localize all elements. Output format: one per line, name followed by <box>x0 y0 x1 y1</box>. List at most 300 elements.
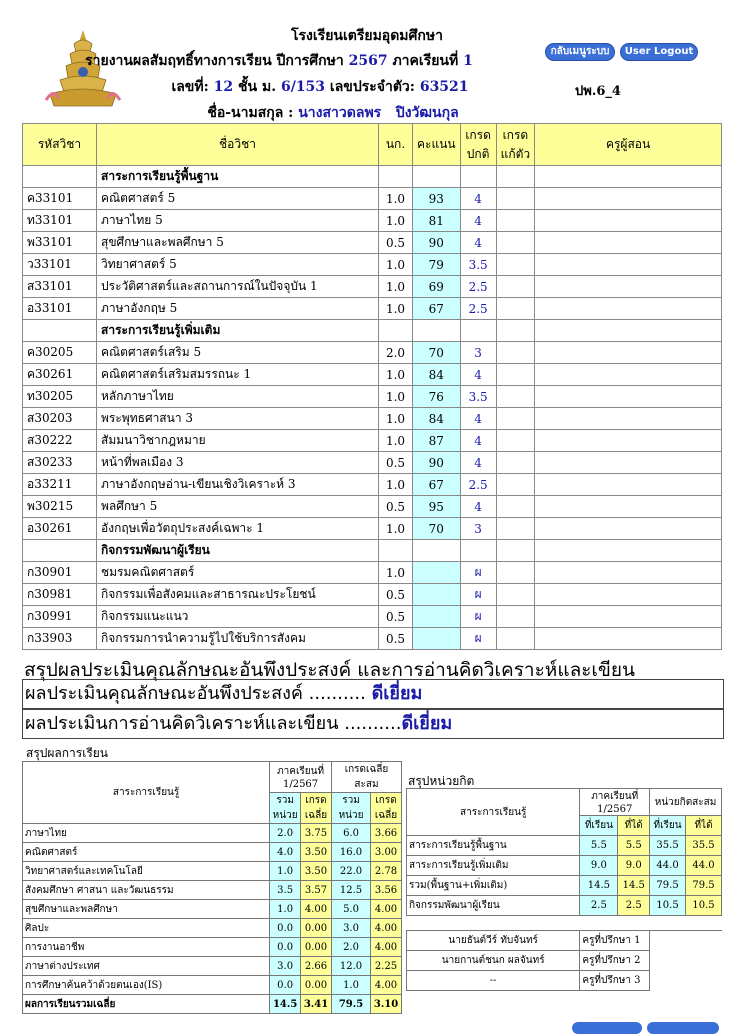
summary-term-grade: 0.00 <box>301 938 332 957</box>
summary-term-units: 2.0 <box>270 824 301 843</box>
units-area: สาระการเรียนรู้เพิ่มเติม <box>407 856 580 876</box>
course-code: ส33101 <box>23 276 97 298</box>
course-score: 90 <box>413 232 461 254</box>
course-row <box>23 628 722 650</box>
col-credit-header: นก. <box>379 124 413 166</box>
course-score: 67 <box>413 474 461 496</box>
col-code-header: รหัสวิชา <box>23 124 97 166</box>
course-credit: 1.0 <box>379 210 413 232</box>
reading-result: ผลประเมินการอ่านคิดวิเคราะห์และเขียน ..........ดีเยี่ยม <box>22 709 724 739</box>
course-row <box>23 210 722 232</box>
summary-cum-grade: 3.00 <box>371 843 402 862</box>
course-name: พลศึกษา 5 <box>97 496 379 518</box>
summary-term-grade: 0.00 <box>301 919 332 938</box>
course-score: 67 <box>413 298 461 320</box>
course-teacher <box>535 188 722 210</box>
course-row <box>23 298 722 320</box>
summary-row <box>23 900 402 919</box>
course-credit: 0.5 <box>379 606 413 628</box>
summary-cum-units: 22.0 <box>331 862 370 881</box>
units-cum-header: หน่วยกิตสะสม <box>650 789 722 816</box>
summary-row <box>23 976 402 995</box>
summary-cum-grade: 2.25 <box>371 957 402 976</box>
course-grade: 2.5 <box>460 276 496 298</box>
units-area: กิจกรรมพัฒนาผู้เรียน <box>407 896 580 916</box>
course-teacher <box>535 408 722 430</box>
units-term-got: 14.5 <box>618 876 650 896</box>
course-grade: ผ <box>460 628 496 650</box>
units-body <box>407 836 722 991</box>
advisor-name: -- <box>407 971 580 991</box>
units-cum-got: 10.5 <box>686 896 722 916</box>
course-score: 84 <box>413 364 461 386</box>
units-header-row <box>407 789 722 816</box>
summary-area: คณิตศาสตร์ <box>23 843 270 862</box>
footer-button-right[interactable] <box>647 1022 719 1034</box>
course-score: 95 <box>413 496 461 518</box>
summary-term-grade: 3.57 <box>301 881 332 900</box>
course-row <box>23 518 722 540</box>
logout-button[interactable]: User Logout <box>620 43 698 61</box>
advisor-role: ครูที่ปรึกษา 1 <box>580 931 650 951</box>
course-teacher <box>535 606 722 628</box>
course-teacher <box>535 276 722 298</box>
course-code: พ30215 <box>23 496 97 518</box>
course-code: ท30205 <box>23 386 97 408</box>
summary-cum-grade: 4.00 <box>371 938 402 957</box>
summary-area: การงานอาชีพ <box>23 938 270 957</box>
form-code: ปพ.6_4 <box>575 84 621 99</box>
course-code: ค33101 <box>23 188 97 210</box>
summary-total-cu: 79.5 <box>331 995 370 1014</box>
course-grade: 4 <box>460 188 496 210</box>
advisor-name: นายธันต์วีร์ ทับจันทร์ <box>407 931 580 951</box>
summary-term-units: 3.0 <box>270 957 301 976</box>
summary-cum-units: 2.0 <box>331 938 370 957</box>
course-grade: 4 <box>460 232 496 254</box>
summary-total-cg: 3.10 <box>371 995 402 1014</box>
course-score <box>413 584 461 606</box>
course-credit: 1.0 <box>379 364 413 386</box>
course-name: กิจกรรมแนะแนว <box>97 606 379 628</box>
course-row <box>23 496 722 518</box>
units-term-got: 5.5 <box>618 836 650 856</box>
summary-term-units: 4.0 <box>270 843 301 862</box>
course-row <box>23 606 722 628</box>
summary-cum-units: 16.0 <box>331 843 370 862</box>
group-empty-cell <box>535 166 722 188</box>
group-empty-cell <box>379 320 413 342</box>
units-spacer-row <box>407 916 722 931</box>
summary-cum-units: 5.0 <box>331 900 370 919</box>
group-title: สาระการเรียนรู้เพิ่มเติม <box>97 320 379 342</box>
course-credit: 1.0 <box>379 562 413 584</box>
course-name: คณิตศาสตร์ 5 <box>97 188 379 210</box>
summary-total-tg: 3.41 <box>301 995 332 1014</box>
course-code: พ33101 <box>23 232 97 254</box>
group-title: กิจกรรมพัฒนาผู้เรียน <box>97 540 379 562</box>
course-name: ภาษาไทย 5 <box>97 210 379 232</box>
units-term-study: 5.5 <box>580 836 618 856</box>
course-code: ค30205 <box>23 342 97 364</box>
course-credit: 0.5 <box>379 584 413 606</box>
course-regrade <box>496 408 535 430</box>
summary-term-units: 3.5 <box>270 881 301 900</box>
grades-body <box>23 166 722 650</box>
course-regrade <box>496 584 535 606</box>
course-row <box>23 386 722 408</box>
course-row <box>23 562 722 584</box>
course-grade: 2.5 <box>460 474 496 496</box>
course-score: 90 <box>413 452 461 474</box>
course-name: คณิตศาสตร์เสริม 5 <box>97 342 379 364</box>
course-teacher <box>535 298 722 320</box>
characteristic-result: ผลประเมินคุณลักษณะอันพึงประสงค์ .......... ดีเยี่ยม <box>22 679 724 709</box>
units-cum-study-header: ที่เรียน <box>650 816 686 836</box>
units-term-got: 9.0 <box>618 856 650 876</box>
col-regrade-header: เกรด แก้ตัว <box>496 124 535 166</box>
course-code: อ30261 <box>23 518 97 540</box>
units-cum-got: 44.0 <box>686 856 722 876</box>
units-area: รวม(พื้นฐาน+เพิ่มเติม) <box>407 876 580 896</box>
summary-cum-units-header: รวม หน่วย <box>331 793 370 824</box>
group-empty-cell <box>535 540 722 562</box>
units-cum-study: 44.0 <box>650 856 686 876</box>
course-code: ค30261 <box>23 364 97 386</box>
report-header <box>0 0 734 122</box>
group-row <box>23 320 722 342</box>
group-title: สาระการเรียนรู้พื้นฐาน <box>97 166 379 188</box>
summary-term-units: 0.0 <box>270 938 301 957</box>
group-empty-cell <box>460 166 496 188</box>
summary-term-grade: 3.50 <box>301 862 332 881</box>
units-cum-study: 35.5 <box>650 836 686 856</box>
summary-area: ภาษาต่างประเทศ <box>23 957 270 976</box>
course-teacher <box>535 232 722 254</box>
units-row <box>407 896 722 916</box>
summary-term-units: 0.0 <box>270 919 301 938</box>
course-grade: 3.5 <box>460 254 496 276</box>
course-credit: 0.5 <box>379 452 413 474</box>
summary-area: ภาษาไทย <box>23 824 270 843</box>
summary-cum-header: เกรดเฉลี่ยสะสม <box>331 762 401 793</box>
course-row <box>23 430 722 452</box>
col-grade-header: เกรด ปกติ <box>460 124 496 166</box>
group-empty-cell <box>413 540 461 562</box>
course-code: อ33101 <box>23 298 97 320</box>
summary-cum-grade: 2.78 <box>371 862 402 881</box>
footer-button-left[interactable] <box>572 1022 642 1034</box>
course-credit: 1.0 <box>379 518 413 540</box>
course-code: ส30233 <box>23 452 97 474</box>
course-grade: ผ <box>460 562 496 584</box>
course-credit: 0.5 <box>379 628 413 650</box>
units-title: สรุปหน่วยกิต <box>408 774 475 788</box>
course-credit: 1.0 <box>379 386 413 408</box>
course-code: ก30981 <box>23 584 97 606</box>
course-grade: 4 <box>460 430 496 452</box>
course-credit: 1.0 <box>379 474 413 496</box>
units-term-study: 2.5 <box>580 896 618 916</box>
course-name: สัมมนาวิชากฎหมาย <box>97 430 379 452</box>
units-term-header: ภาคเรียนที่ 1/2567 <box>580 789 650 816</box>
summary-cum-grade: 4.00 <box>371 919 402 938</box>
course-row <box>23 364 722 386</box>
summary-term-units: 1.0 <box>270 862 301 881</box>
course-regrade <box>496 386 535 408</box>
course-name: หลักภาษาไทย <box>97 386 379 408</box>
course-regrade <box>496 342 535 364</box>
units-cum-got-header: ที่ได้ <box>686 816 722 836</box>
course-score: 81 <box>413 210 461 232</box>
back-to-menu-button[interactable]: กลับเมนูระบบ <box>545 43 615 61</box>
course-teacher <box>535 364 722 386</box>
group-empty-cell <box>379 166 413 188</box>
summary-cum-grade: 3.66 <box>371 824 402 843</box>
course-grade: 3 <box>460 342 496 364</box>
course-name: คณิตศาสตร์เสริมสมรรถนะ 1 <box>97 364 379 386</box>
course-score: 70 <box>413 518 461 540</box>
units-cum-got: 35.5 <box>686 836 722 856</box>
summary-total-row <box>23 995 402 1014</box>
advisor-role: ครูที่ปรึกษา 2 <box>580 951 650 971</box>
summary-total-tu: 14.5 <box>270 995 301 1014</box>
course-row <box>23 342 722 364</box>
course-credit: 0.5 <box>379 232 413 254</box>
course-credit: 1.0 <box>379 254 413 276</box>
course-grade: ผ <box>460 584 496 606</box>
units-term-study: 14.5 <box>580 876 618 896</box>
course-row <box>23 188 722 210</box>
course-regrade <box>496 562 535 584</box>
course-grade: 3.5 <box>460 386 496 408</box>
course-score: 87 <box>413 430 461 452</box>
course-regrade <box>496 452 535 474</box>
summary-term-header: ภาคเรียนที่ 1/2567 <box>270 762 332 793</box>
units-spacer-cell <box>407 916 722 931</box>
course-credit: 1.0 <box>379 188 413 210</box>
course-credit: 2.0 <box>379 342 413 364</box>
grades-table <box>22 123 722 650</box>
school-name: โรงเรียนเตรียมอุดมศึกษา <box>291 28 443 44</box>
course-regrade <box>496 298 535 320</box>
units-row <box>407 856 722 876</box>
course-teacher <box>535 562 722 584</box>
course-regrade <box>496 364 535 386</box>
course-code: ก30991 <box>23 606 97 628</box>
course-grade: ผ <box>460 606 496 628</box>
summary-row <box>23 919 402 938</box>
summary-row <box>23 843 402 862</box>
course-regrade <box>496 254 535 276</box>
group-row <box>23 540 722 562</box>
summary-term-grade: 3.75 <box>301 824 332 843</box>
course-teacher <box>535 584 722 606</box>
summary-body <box>23 824 402 1014</box>
course-regrade <box>496 474 535 496</box>
summary-total-area: ผลการเรียนรวมเฉลี่ย <box>23 995 270 1014</box>
course-code: ก33903 <box>23 628 97 650</box>
summary-cum-units: 12.0 <box>331 957 370 976</box>
summary-row <box>23 881 402 900</box>
course-grade: 4 <box>460 452 496 474</box>
course-teacher <box>535 518 722 540</box>
units-cum-study: 79.5 <box>650 876 686 896</box>
units-area-header: สาระการเรียนรู้ <box>407 789 580 836</box>
summary-term-grade: 0.00 <box>301 976 332 995</box>
summary-area: ศิลปะ <box>23 919 270 938</box>
assessment-title: สรุปผลประเมินคุณลักษณะอันพึงประสงค์ และการอ่านคิดวิเคราะห์และเขียน <box>24 659 636 681</box>
course-name: พระพุทธศาสนา 3 <box>97 408 379 430</box>
course-teacher <box>535 628 722 650</box>
group-code-cell <box>23 320 97 342</box>
summary-header-row <box>23 762 402 793</box>
course-grade: 3 <box>460 518 496 540</box>
course-regrade <box>496 518 535 540</box>
report-title: รายงานผลสัมฤทธิ์ทางการเรียน ปีการศึกษา 2567 ภาคเรียนที่ 1 <box>85 53 473 69</box>
course-row <box>23 232 722 254</box>
course-name: หน้าที่พลเมือง 3 <box>97 452 379 474</box>
course-teacher <box>535 430 722 452</box>
col-score-header: คะแนน <box>413 124 461 166</box>
summary-area-header: สาระการเรียนรู้ <box>23 762 270 824</box>
course-grade: 4 <box>460 408 496 430</box>
course-score <box>413 628 461 650</box>
group-empty-cell <box>535 320 722 342</box>
summary-cum-grade-header: เกรด เฉลี่ย <box>371 793 402 824</box>
summary-area: การศึกษาค้นคว้าด้วยตนเอง(IS) <box>23 976 270 995</box>
summary-area: สังคมศึกษา ศาสนา และวัฒนธรรม <box>23 881 270 900</box>
course-score: 70 <box>413 342 461 364</box>
course-regrade <box>496 606 535 628</box>
course-teacher <box>535 496 722 518</box>
advisor-role: ครูที่ปรึกษา 3 <box>580 971 650 991</box>
course-regrade <box>496 628 535 650</box>
advisor-empty <box>650 931 722 951</box>
summary-term-grade: 2.66 <box>301 957 332 976</box>
course-score <box>413 562 461 584</box>
course-row <box>23 474 722 496</box>
summary-row <box>23 957 402 976</box>
course-code: ส30203 <box>23 408 97 430</box>
course-score: 69 <box>413 276 461 298</box>
course-code: ก30901 <box>23 562 97 584</box>
course-score: 93 <box>413 188 461 210</box>
summary-cum-grade: 4.00 <box>371 976 402 995</box>
summary-cum-units: 12.5 <box>331 881 370 900</box>
course-name: ภาษาอังกฤษอ่าน-เขียนเชิงวิเคราะห์ 3 <box>97 474 379 496</box>
group-empty-cell <box>460 320 496 342</box>
summary-row <box>23 938 402 957</box>
units-area: สาระการเรียนรู้พื้นฐาน <box>407 836 580 856</box>
course-credit: 1.0 <box>379 276 413 298</box>
course-row <box>23 408 722 430</box>
course-name: ภาษาอังกฤษ 5 <box>97 298 379 320</box>
group-empty-cell <box>496 540 535 562</box>
course-grade: 4 <box>460 364 496 386</box>
advisor-name: นายกานต์ชนก ผลจันทร์ <box>407 951 580 971</box>
course-grade: 4 <box>460 210 496 232</box>
summary-term-grade: 4.00 <box>301 900 332 919</box>
course-credit: 1.0 <box>379 430 413 452</box>
units-term-study-header: ที่เรียน <box>580 816 618 836</box>
advisor-empty <box>650 951 722 971</box>
course-row <box>23 276 722 298</box>
grades-header-row <box>23 124 722 166</box>
col-name-header: ชื่อวิชา <box>97 124 379 166</box>
course-name: กิจกรรมการนำความรู้ไปใช้บริการสังคม <box>97 628 379 650</box>
course-name: อังกฤษเพื่อวัตถุประสงค์เฉพาะ 1 <box>97 518 379 540</box>
units-cum-got: 79.5 <box>686 876 722 896</box>
course-code: ส30222 <box>23 430 97 452</box>
course-regrade <box>496 496 535 518</box>
course-row <box>23 254 722 276</box>
summary-cum-units: 1.0 <box>331 976 370 995</box>
summary-term-units: 1.0 <box>270 900 301 919</box>
course-credit: 1.0 <box>379 408 413 430</box>
units-row <box>407 876 722 896</box>
summary-cum-units: 6.0 <box>331 824 370 843</box>
col-teacher-header: ครูผู้สอน <box>535 124 722 166</box>
course-regrade <box>496 430 535 452</box>
advisor-row <box>407 931 722 951</box>
group-code-cell <box>23 166 97 188</box>
units-term-study: 9.0 <box>580 856 618 876</box>
group-row <box>23 166 722 188</box>
course-teacher <box>535 474 722 496</box>
units-term-got: 2.5 <box>618 896 650 916</box>
units-row <box>407 836 722 856</box>
course-credit: 0.5 <box>379 496 413 518</box>
course-score: 79 <box>413 254 461 276</box>
summary-area: วิทยาศาสตร์และเทคโนโลยี <box>23 862 270 881</box>
course-row <box>23 452 722 474</box>
course-name: สุขศึกษาและพลศึกษา 5 <box>97 232 379 254</box>
course-score <box>413 606 461 628</box>
course-grade: 2.5 <box>460 298 496 320</box>
course-name: ประวัติศาสตร์และสถานการณ์ในปัจจุบัน 1 <box>97 276 379 298</box>
course-regrade <box>496 232 535 254</box>
summary-row <box>23 824 402 843</box>
course-code: อ33211 <box>23 474 97 496</box>
summary-cum-grade: 3.56 <box>371 881 402 900</box>
summary-term-grade-header: เกรด เฉลี่ย <box>301 793 332 824</box>
course-name: วิทยาศาสตร์ 5 <box>97 254 379 276</box>
advisor-row <box>407 971 722 991</box>
summary-cum-units: 3.0 <box>331 919 370 938</box>
course-teacher <box>535 386 722 408</box>
summary-title: สรุปผลการเรียน <box>26 746 109 760</box>
units-cum-study: 10.5 <box>650 896 686 916</box>
course-code: ว33101 <box>23 254 97 276</box>
course-credit: 1.0 <box>379 298 413 320</box>
summary-term-units-header: รวม หน่วย <box>270 793 301 824</box>
course-row <box>23 584 722 606</box>
summary-table <box>22 761 402 1014</box>
group-empty-cell <box>460 540 496 562</box>
group-code-cell <box>23 540 97 562</box>
course-regrade <box>496 188 535 210</box>
course-regrade <box>496 276 535 298</box>
units-term-got-header: ที่ได้ <box>618 816 650 836</box>
course-teacher <box>535 254 722 276</box>
summary-row <box>23 862 402 881</box>
group-empty-cell <box>413 320 461 342</box>
course-name: ชมรมคณิตศาสตร์ <box>97 562 379 584</box>
student-name: ชื่อ-นามสกุล : นางสาวดลพร ปิงวัฒนกุล <box>207 105 459 121</box>
advisor-empty <box>650 971 722 991</box>
course-name: กิจกรรมเพื่อสังคมและสาธารณะประโยชน์ <box>97 584 379 606</box>
